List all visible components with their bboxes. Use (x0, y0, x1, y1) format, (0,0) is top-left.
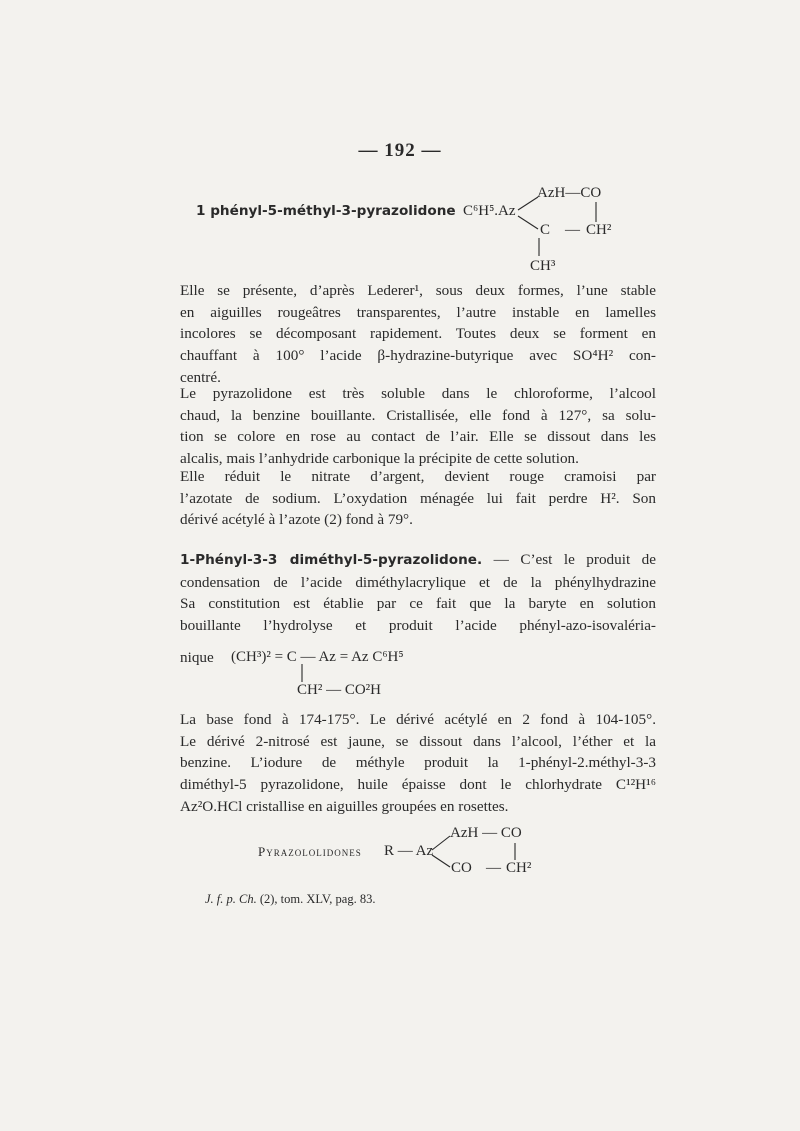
formula2-lead: nique (180, 649, 214, 666)
footnote-journal: J. f. p. Ch. (205, 892, 257, 906)
compound1-title: 1 phényl-5-méthyl-3-pyrazolidone (196, 203, 456, 219)
formula1-top: AzH—CO (537, 185, 602, 201)
text-line: alcalis, mais l’anhydride carbonique la précipite de cette solution. (180, 450, 579, 468)
formula3-bottom-dash: — (486, 860, 501, 876)
formula3-radical: R — Az (384, 843, 434, 859)
formula1-mid-left: C (540, 222, 551, 238)
text-line: chaud, la benzine bouillante. Cristallisée, elle fond à 127°, sa solu- (180, 406, 656, 424)
text-line: tion se colore en rose au contact de l’air. Elle se dissout dans les (180, 428, 656, 446)
text-line: condensation de l’acide diméthylacrylique et de la phénylhydrazine (180, 573, 656, 591)
compound2-title: 1-Phényl-3-3 diméthyl-5-pyrazolidone. (180, 552, 483, 568)
text-line: Sa constitution est établie par ce fait que la baryte en solution (180, 595, 656, 613)
formula1-radical: C⁶H⁵.Az (463, 203, 516, 219)
footnote (205, 892, 375, 907)
text-line: Le pyrazolidone est très soluble dans le chloroforme, l’alcool (180, 385, 656, 402)
text-line: centré. (180, 368, 221, 386)
text-line: chauffant à 100° l’acide β-hydrazine-butyrique avec SO⁴H² con- (180, 347, 656, 365)
formula3-top: AzH — CO (450, 825, 522, 841)
text-line: l’azotate de sodium. L’oxydation ménagée lui fait perdre H². Son (180, 489, 656, 507)
compound2-intro: — C’est le produit de (482, 551, 656, 568)
formula2-bottom: CH² — CO²H (297, 682, 382, 698)
formula2-main: (CH³)² = C — Az = Az C⁶H⁵ (231, 649, 404, 665)
text-line: Elle réduit le nitrate d’argent, devient rouge cramoisi par (180, 468, 656, 485)
formula3-label: Pyrazololidones (258, 844, 362, 859)
formula3-bottom-left: CO (451, 860, 472, 876)
formula1-mid-dash: — (565, 222, 580, 238)
text-line: diméthyl-5 pyrazolidone, huile épaisse dont le chlorhydrate C¹²H¹⁶ (180, 776, 656, 794)
text-line: dérivé acétylé à l’azote (2) fond à 79°. (180, 511, 413, 529)
footnote-ref: (2), tom. XLV, pag. 83. (256, 892, 376, 906)
text-line: Elle se présente, d’après Lederer¹, sous deux formes, l’une stable (180, 282, 656, 299)
text-line: bouillante l’hydrolyse et produit l’acide phényl-azo-isovaléria- (180, 617, 656, 635)
text-line: La base fond à 174-175°. Le dérivé acétylé en 2 fond à 104-105°. (180, 711, 656, 728)
text-line: en aiguilles rougeâtres transparentes, l’autre instable en lamelles (180, 303, 656, 321)
formula1-mid-right: CH² (586, 222, 612, 238)
text-line: Az²O.HCl cristallise en aiguilles groupées en rosettes. (180, 797, 509, 815)
formula1-bottom: CH³ (530, 258, 556, 274)
page-number: — 192 — (358, 140, 442, 161)
formula3-bottom-right: CH² (506, 860, 532, 876)
text-line: Le dérivé 2-nitrosé est jaune, se dissout dans l’alcool, l’éther et la (180, 732, 656, 750)
text-line: incolores se décomposant rapidement. Toutes deux se forment en (180, 325, 656, 343)
text-line: benzine. L’iodure de méthyle produit la 1-phényl-2.méthyl-3-3 (180, 754, 656, 772)
